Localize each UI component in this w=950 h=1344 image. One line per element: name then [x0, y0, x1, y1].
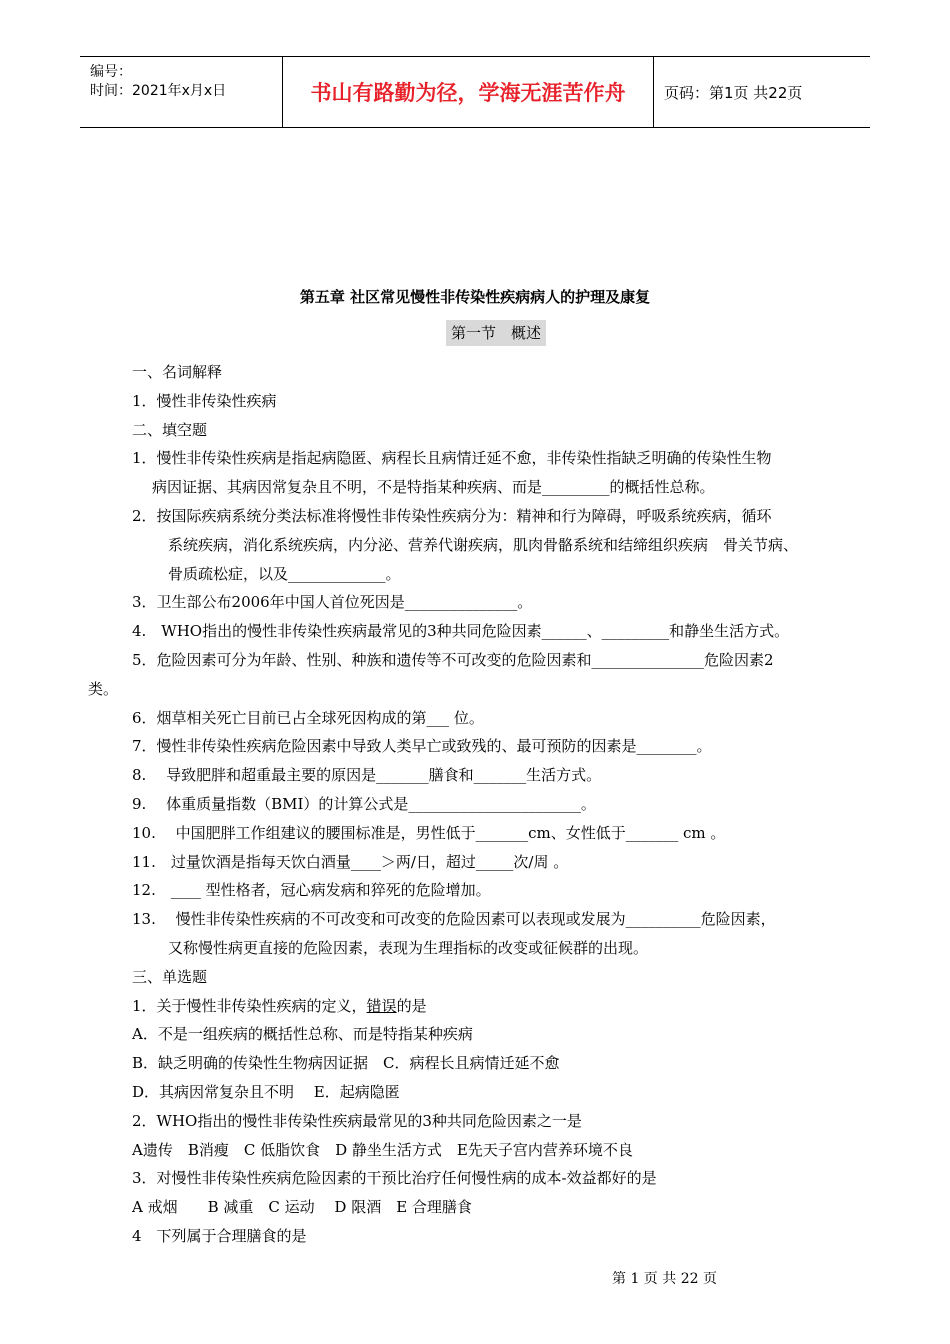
- fill-question: 6．烟草相关死亡目前已占全球死因构成的第___ 位。: [132, 708, 484, 727]
- heading-definitions: 一、名词解释: [132, 363, 223, 381]
- document-date-label: 时间：2021年x月x日: [90, 83, 227, 99]
- fill-question: 8. 导致肥胖和超重最主要的原因是_______膳食和_______生活方式。: [132, 766, 602, 785]
- fill-question-continuation: 骨质疏松症，以及_____________。: [168, 564, 401, 583]
- fill-question: 1．慢性非传染性疾病是指起病隐匿、病程长且病情迁延不愈，非传染性指缺乏明确的传染性生物: [132, 449, 772, 468]
- heading-single-choice: 三、单选题: [132, 967, 208, 986]
- fill-question-continuation: 又称慢性病更直接的危险因素，表现为生理指标的改变或征候群的出现。: [168, 938, 649, 957]
- fill-question: 5．危险因素可分为年龄、性别、种族和遗传等不可改变的危险因素和_______________危险因素2: [132, 650, 774, 669]
- fill-question-continuation: 类。: [88, 679, 119, 698]
- choice-option: A遗传 B消瘦 C 低脂饮食 D 静坐生活方式 E先天子宫内营养环境不良: [132, 1140, 633, 1159]
- choice-option: A 戒烟 B 减重 C 运动 D 限酒 E 合理膳食: [132, 1198, 472, 1217]
- fill-question: 12. ____ 型性格者，冠心病发病和猝死的危险增加。: [132, 881, 491, 900]
- fill-question: 4. WHO指出的慢性非传染性疾病最常见的3种共同危险因素______、_________和静坐生活方式。: [132, 622, 790, 641]
- choice-option: D．其病因常复杂且不明 E．起病隐匿: [132, 1082, 400, 1101]
- choice-question: 2．WHO指出的慢性非传染性疾病最常见的3种共同危险因素之一是: [132, 1111, 582, 1130]
- document-number-label: 编号：: [90, 64, 132, 80]
- fill-question: 10. 中国肥胖工作组建议的腰围标准是，男性低于_______cm、女性低于_______ cm 。: [132, 823, 726, 842]
- question-suffix: 的是: [396, 996, 427, 1015]
- header-meta: [80, 57, 282, 127]
- definition-item: 1．慢性非传染性疾病: [132, 391, 277, 410]
- underlined-keyword: 错误: [366, 996, 397, 1015]
- choice-question: 4 下列属于合理膳食的是: [132, 1226, 307, 1245]
- choice-question: [132, 992, 872, 1021]
- document-header: [80, 56, 870, 128]
- fill-question: 3．卫生部公布2006年中国人首位死因是_______________。: [132, 593, 533, 612]
- fill-question-continuation: 病因证据、其病因常复杂且不明，不是特指某种疾病、而是_________的概括性总称。: [152, 478, 715, 497]
- choice-option: B．缺乏明确的传染性生物病因证据 C．病程长且病情迁延不愈: [132, 1054, 560, 1073]
- document-body: [88, 358, 872, 1251]
- fill-question: 11. 过量饮酒是指每天饮白酒量____＞两/日，超过_____次/周 。: [132, 852, 569, 871]
- fill-question: 13. 慢性非传染性疾病的不可改变和可改变的危险因素可以表现或发展为__________危险因素，: [132, 910, 776, 929]
- section-title: 第一节 概述: [446, 320, 546, 346]
- page-footer: 第 1 页 共 22 页: [612, 1271, 717, 1287]
- fill-question-continuation: 系统疾病，消化系统疾病，内分泌、营养代谢疾病，肌肉骨骼系统和结缔组织疾病 骨关节病、: [168, 535, 799, 554]
- header-page-label: 页码：第1页 共22页: [664, 83, 803, 102]
- chapter-title: 第五章 社区常见慢性非传染性疾病病人的护理及康复: [299, 288, 651, 306]
- choice-question: 3．对慢性非传染性疾病危险因素的干预比治疗任何慢性病的成本-效益都好的是: [132, 1169, 657, 1188]
- fill-question: 7．慢性非传染性疾病危险因素中导致人类早亡或致残的、最可预防的因素是________。: [132, 737, 712, 756]
- fill-question: 2．按国际疾病系统分类法标准将慢性非传染性疾病分为：精神和行为障碍，呼吸系统疾病，循环: [132, 506, 772, 525]
- header-motto: 书山有路勤为径，学海无涯苦作舟: [282, 57, 654, 127]
- question-text: 1．关于慢性非传染性疾病的定义，: [132, 996, 367, 1015]
- fill-question: 9. 体重质量指数（BMI）的计算公式是_______________________。: [132, 794, 596, 813]
- choice-option: A．不是一组疾病的概括性总称、而是特指某种疾病: [132, 1025, 473, 1044]
- heading-fill-blank: 二、填空题: [132, 420, 208, 439]
